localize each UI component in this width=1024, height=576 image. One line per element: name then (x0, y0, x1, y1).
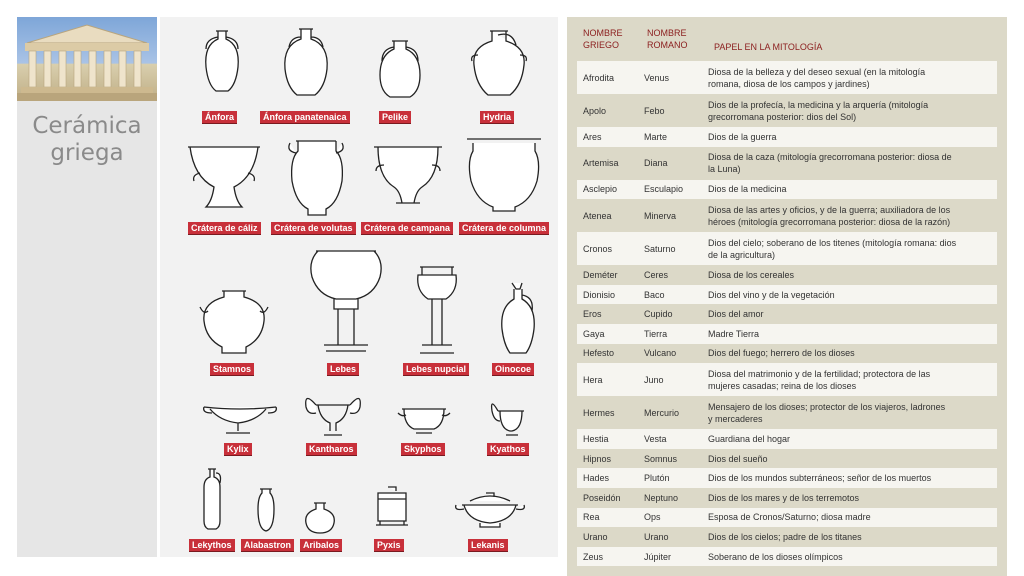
label-lebes: Lebes (327, 363, 359, 376)
table-row (577, 547, 997, 567)
label-skyphos: Skyphos (401, 443, 445, 456)
roman-name-cell: Neptuno (644, 492, 679, 503)
parthenon-illustration (17, 17, 157, 101)
table-row (577, 127, 997, 147)
table-row (577, 527, 997, 547)
label-oinocoe: Oinocoe (492, 363, 534, 376)
role-line-2: grecorromana posterior: dios del Sol) (708, 111, 857, 122)
role-cell (708, 551, 997, 563)
role-line-1: Dios de los mundos subterráneos; señor de los muertos (708, 473, 932, 484)
role-line-1: Madre Tierra (708, 328, 760, 339)
roman-name-cell: Cupido (644, 309, 673, 320)
role-line-1: Diosa del matrimonio y de la fertilidad; protectora de las (708, 368, 931, 379)
table-row (577, 285, 997, 305)
label-hydria: Hydria (480, 111, 514, 124)
role-line-1: Diosa de la caza (mitología grecorromana posterior: diosa de (708, 152, 952, 163)
greek-name-cell: Rea (583, 512, 600, 523)
role-line-1: Dios del fuego; herrero de los dioses (708, 348, 855, 359)
table-row (577, 265, 997, 285)
table-row (577, 429, 997, 449)
role-line-1: Dios del sueño (708, 453, 768, 464)
role-cell (708, 472, 997, 484)
label-alabastron: Alabastron (241, 539, 294, 552)
role-line-1: Dios del cielo; soberano de los titenes (mitología romana: dios (708, 237, 957, 248)
role-line-1: Diosa de la belleza y del deseo sexual (en la mitología (708, 66, 926, 77)
label-kantharos: Kantharos (306, 443, 357, 456)
greek-name-cell: Eros (583, 309, 602, 320)
greek-name-cell: Hestia (583, 433, 609, 444)
label-anfora: Ánfora (202, 111, 237, 124)
role-cell (708, 204, 997, 228)
label-stamnos: Stamnos (210, 363, 254, 376)
table-body (577, 61, 997, 566)
role-cell (708, 401, 997, 425)
role-line-1: Dios del vino y de la vegetación (708, 289, 835, 300)
table-row (577, 94, 997, 127)
label-pyxis: Pyxis (374, 539, 404, 552)
greek-name-cell: Poseidón (583, 492, 621, 503)
role-line-1: Dios de los mares y de los terremotos (708, 492, 860, 503)
role-cell (708, 237, 997, 261)
greek-name-cell: Cronos (583, 243, 613, 254)
role-line-1: Dios de la medicina (708, 184, 787, 195)
label-lebes-nupcial: Lebes nupcial (403, 363, 469, 376)
header-greek-name: NOMBRE GRIEGO (583, 28, 623, 50)
greek-name-cell: Hefesto (583, 348, 615, 359)
role-cell (708, 289, 997, 301)
role-line-1: Dios del amor (708, 309, 764, 320)
table-row (577, 147, 997, 180)
roman-name-cell: Somnus (644, 453, 678, 464)
roman-name-cell: Tierra (644, 328, 668, 339)
roman-name-cell: Venus (644, 72, 670, 83)
role-line-1: Dios de la guerra (708, 131, 777, 142)
table-row (577, 344, 997, 364)
roman-name-cell: Mercurio (644, 407, 680, 418)
role-line-2: de la agricultura) (708, 249, 776, 260)
role-line-2: mujeres casadas; reina de los dioses (708, 380, 857, 391)
role-cell (708, 151, 997, 175)
roman-name-cell: Ceres (644, 269, 669, 280)
header-roman-name: NOMBRE ROMANO (647, 28, 688, 50)
label-cratera-de-volutas: Crátera de volutas (271, 222, 356, 235)
table-row (577, 199, 997, 232)
role-line-1: Mensajero de los dioses; protector de los viajeros, ladrones (708, 401, 946, 412)
greek-name-cell: Hipnos (583, 453, 612, 464)
pottery-chart (160, 17, 558, 557)
greek-name-cell: Hermes (583, 407, 615, 418)
roman-name-cell: Saturno (644, 243, 676, 254)
role-line-1: Dios de los cielos; padre de los titanes (708, 531, 862, 542)
label-cratera-de-campana: Crátera de campana (361, 222, 453, 235)
greek-name-cell: Deméter (583, 269, 618, 280)
role-cell (708, 99, 997, 123)
role-line-2: la Luna) (708, 164, 741, 175)
label-lekanis: Lekanis (468, 539, 508, 552)
greek-name-cell: Urano (583, 531, 608, 542)
roman-name-cell: Minerva (644, 210, 677, 221)
label-cratera-de-caliz: Crátera de cáliz (188, 222, 261, 235)
role-cell (708, 183, 997, 195)
role-line-2: héroes (mitología grecorromana posterior: diosa de la razón) (708, 216, 951, 227)
roman-name-cell: Esculapio (644, 184, 684, 195)
greek-name-cell: Ares (583, 131, 602, 142)
role-cell (708, 131, 997, 143)
roman-name-cell: Juno (644, 374, 664, 385)
greek-name-cell: Asclepio (583, 184, 618, 195)
table-header (577, 27, 997, 65)
greek-name-cell: Zeus (583, 551, 604, 562)
greek-name-cell: Hera (583, 374, 603, 385)
header-role: PAPEL EN LA MITOLOGÍA (714, 42, 823, 52)
table-row (577, 396, 997, 429)
title-line-1: Cerámica (32, 113, 142, 139)
roman-name-cell: Marte (644, 131, 668, 142)
greek-name-cell: Atenea (583, 210, 612, 221)
title-line-2: griega (50, 140, 124, 166)
roman-name-cell: Baco (644, 289, 665, 300)
table-row (577, 363, 997, 396)
role-line-1: Diosa de los cereales (708, 269, 795, 280)
title-banner (17, 17, 157, 557)
table-row (577, 61, 997, 94)
role-line-1: Diosa de las artes y oficios, y de la guerra; auxiliadora de los (708, 204, 951, 215)
table-row (577, 232, 997, 265)
roman-name-cell: Plutón (644, 473, 670, 484)
table-row (577, 508, 997, 528)
role-line-1: Dios de la profecía, la medicina y la arquería (mitología (708, 99, 929, 110)
role-cell (708, 531, 997, 543)
greek-name-cell: Gaya (583, 328, 605, 339)
role-line-1: Soberano de los dioses olímpicos (708, 551, 843, 562)
greek-name-cell: Dionisio (583, 289, 616, 300)
table-row (577, 468, 997, 488)
roman-name-cell: Febo (644, 105, 665, 116)
table-row (577, 449, 997, 469)
roman-name-cell: Diana (644, 158, 668, 169)
label-kylix: Kylix (224, 443, 252, 456)
label-pelike: Pelike (379, 111, 411, 124)
label-cratera-de-columna: Crátera de columna (459, 222, 549, 235)
role-line-1: Esposa de Cronos/Saturno; diosa madre (708, 512, 871, 523)
roman-name-cell: Júpiter (644, 551, 672, 562)
table-row (577, 324, 997, 344)
role-line-2: romana, diosa de los campos y jardines) (708, 78, 870, 89)
greek-name-cell: Apolo (583, 105, 607, 116)
roman-name-cell: Ops (644, 512, 661, 523)
role-cell (708, 511, 997, 523)
role-cell (708, 328, 997, 340)
greek-name-cell: Artemisa (583, 158, 619, 169)
greek-name-cell: Afrodita (583, 72, 615, 83)
table-row (577, 180, 997, 200)
mythology-table (567, 17, 1007, 576)
greek-name-cell: Hades (583, 473, 610, 484)
role-cell (708, 433, 997, 445)
role-cell (708, 308, 997, 320)
role-cell (708, 66, 997, 90)
label-kyathos: Kyathos (487, 443, 529, 456)
parthenon-photo (17, 17, 157, 101)
label-anfora-panatenaica: Ánfora panatenaica (260, 111, 350, 124)
label-lekythos: Lekythos (189, 539, 235, 552)
role-cell (708, 453, 997, 465)
role-cell (708, 492, 997, 504)
role-line-2: y mercaderes (708, 413, 763, 424)
role-line-1: Guardiana del hogar (708, 433, 791, 444)
role-cell (708, 368, 997, 392)
roman-name-cell: Vesta (644, 433, 667, 444)
role-cell (708, 347, 997, 359)
roman-name-cell: Vulcano (644, 348, 677, 359)
role-cell (708, 269, 997, 281)
table-row (577, 304, 997, 324)
page-title (17, 113, 157, 167)
roman-name-cell: Urano (644, 531, 669, 542)
table-row (577, 488, 997, 508)
label-aribalos: Aribalos (300, 539, 342, 552)
